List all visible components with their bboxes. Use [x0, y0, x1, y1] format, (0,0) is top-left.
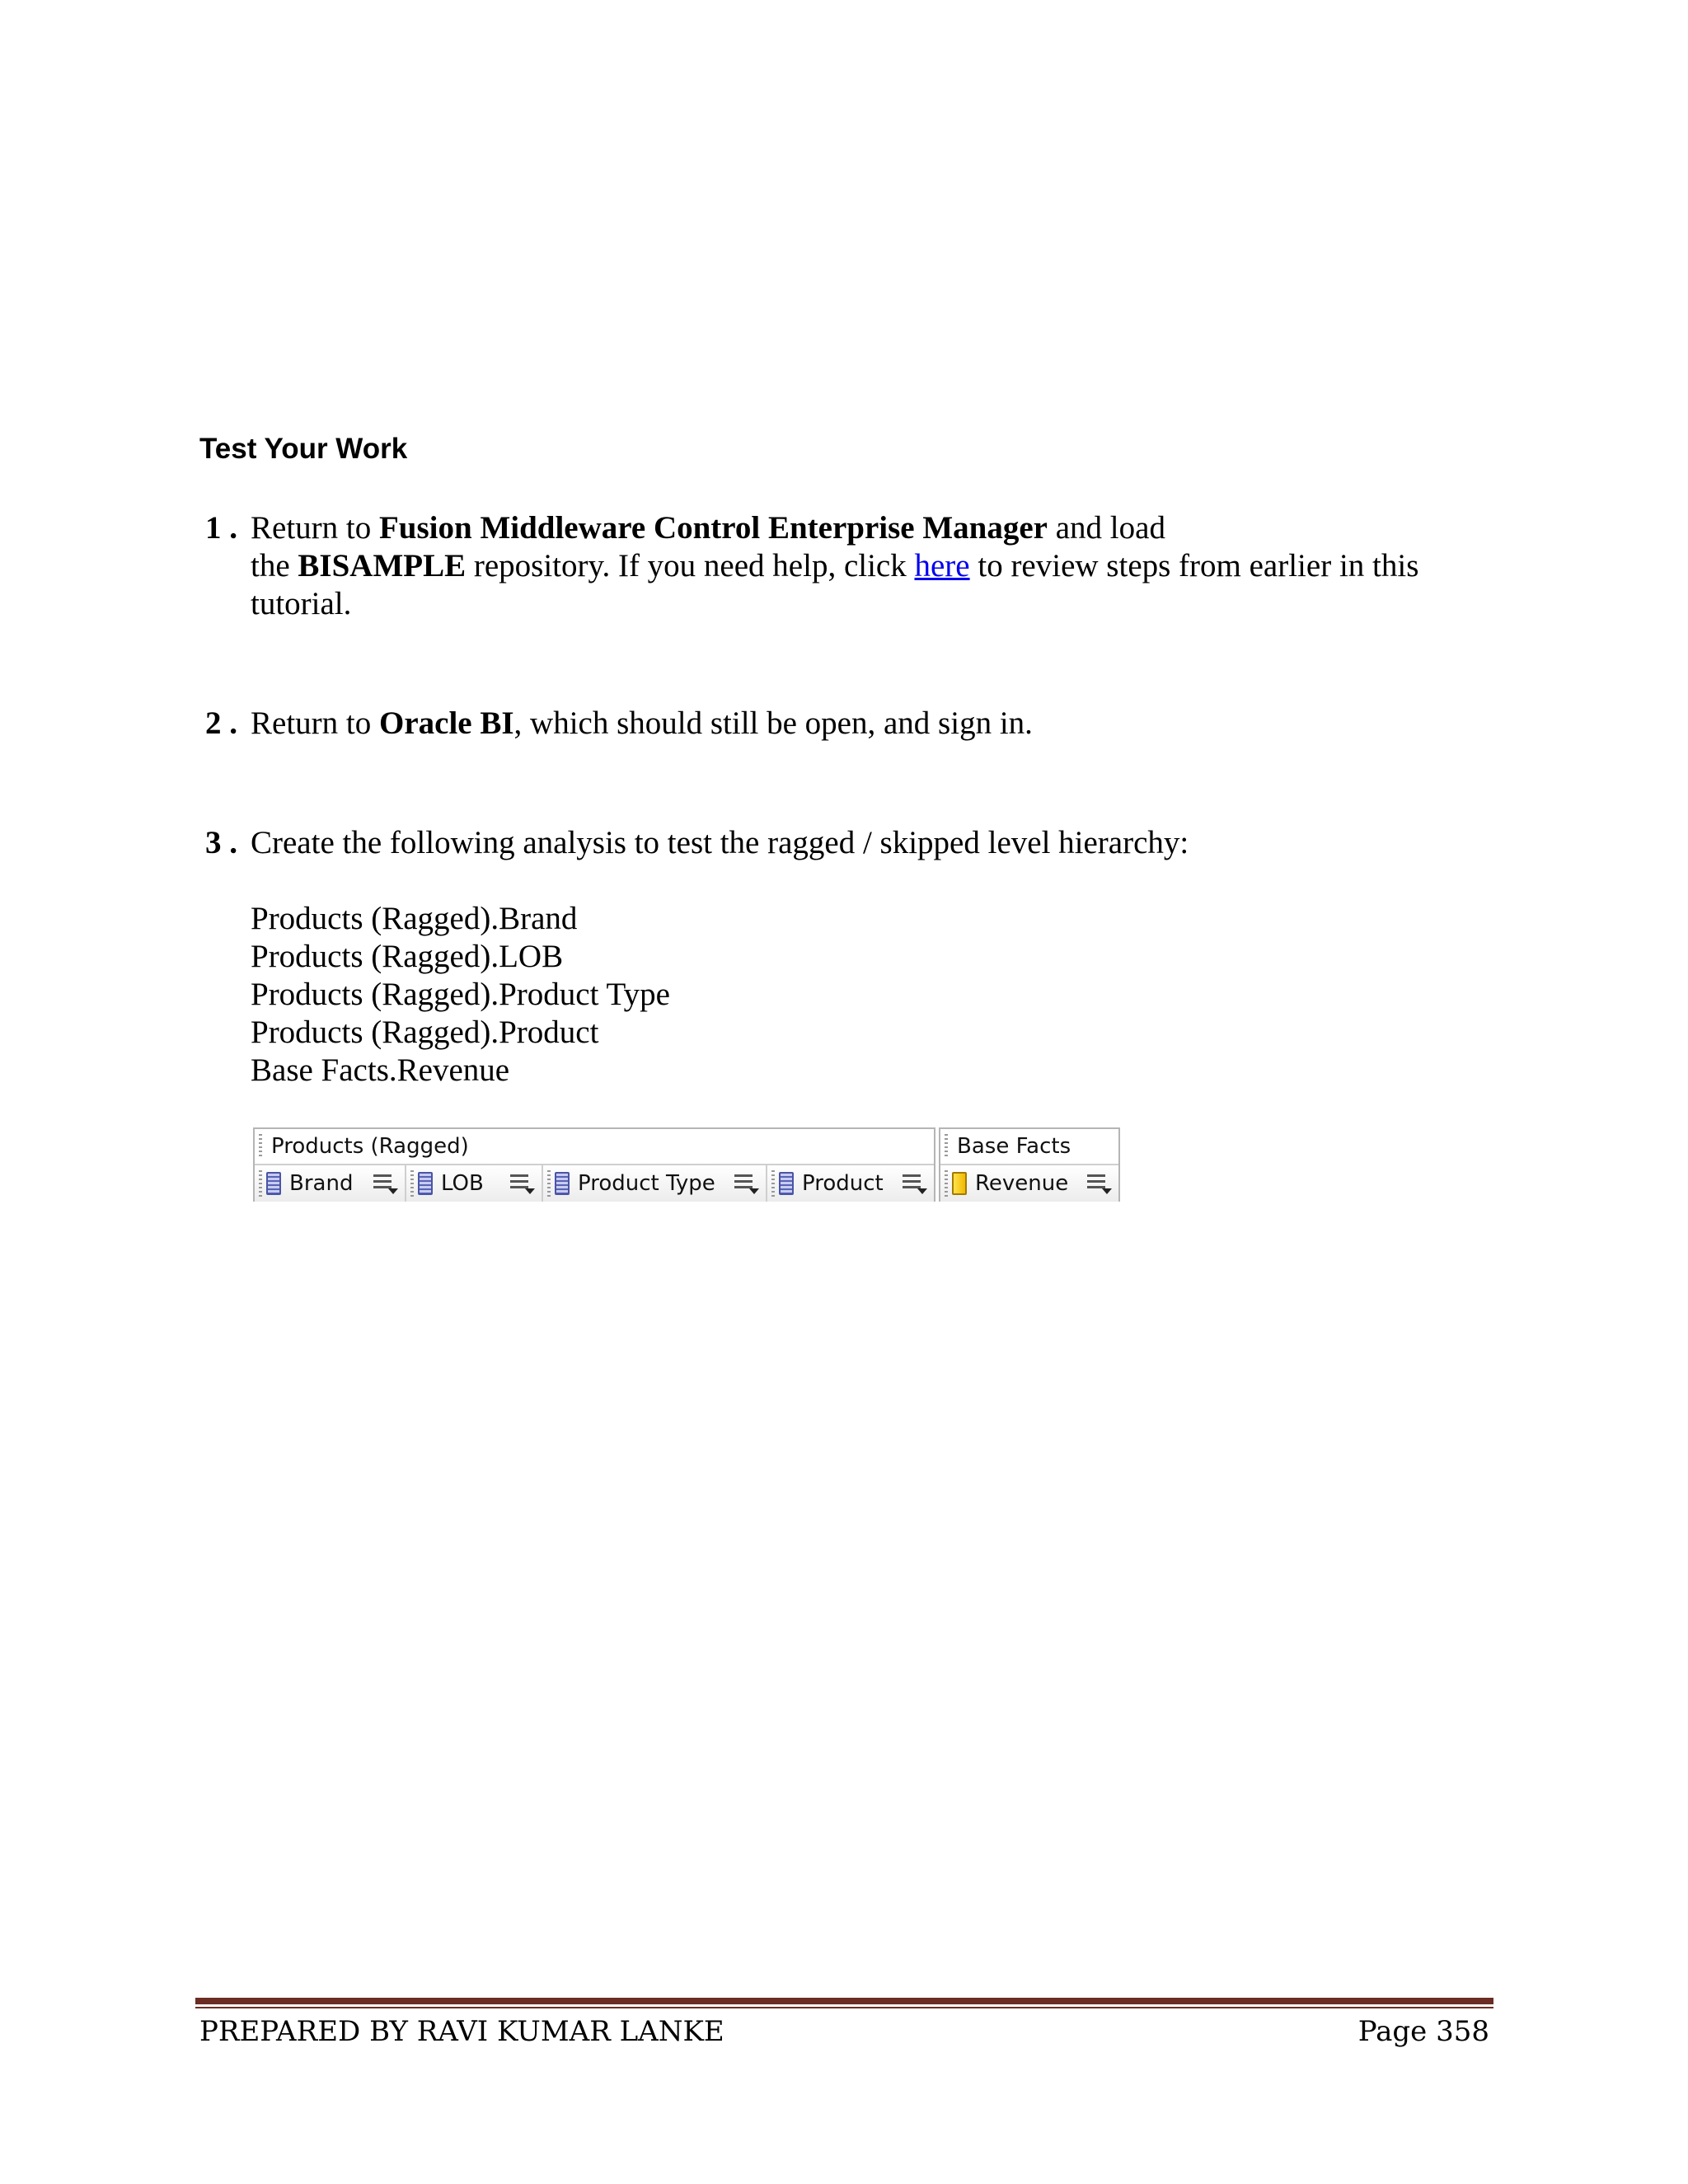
- footer-author: PREPARED BY RAVI KUMAR LANKE: [199, 2015, 724, 2048]
- step-1: [205, 509, 1491, 623]
- column-label: Revenue: [975, 1171, 1069, 1196]
- column-cell-revenue[interactable]: [940, 1165, 1118, 1202]
- page-number: Page 358: [1357, 2015, 1489, 2048]
- column-list-item: Products (Ragged).LOB: [251, 939, 564, 974]
- step-3: [205, 824, 1491, 1090]
- column-list-item: Base Facts.Revenue: [251, 1052, 510, 1088]
- attribute-column-icon: [555, 1172, 570, 1195]
- column-cell-lob[interactable]: [406, 1165, 543, 1202]
- column-list-item: Products (Ragged).Product: [251, 1015, 599, 1050]
- column-group-products-ragged: [253, 1127, 935, 1202]
- measure-column-icon: [952, 1172, 967, 1195]
- column-label: Product Type: [578, 1171, 715, 1196]
- column-options-icon[interactable]: [510, 1172, 535, 1195]
- group-header[interactable]: Base Facts: [940, 1129, 1118, 1165]
- column-options-icon[interactable]: [373, 1172, 398, 1195]
- column-group-base-facts: [939, 1127, 1120, 1202]
- column-label: Brand: [289, 1171, 354, 1196]
- step-number: 2 .: [205, 705, 237, 741]
- column-cell-brand[interactable]: [255, 1165, 406, 1202]
- step-number: 3 .: [205, 825, 237, 860]
- section-heading: Test Your Work: [199, 433, 408, 465]
- column-label: Product: [802, 1171, 884, 1196]
- step-number: 1 .: [205, 510, 237, 546]
- column-cell-product-type[interactable]: [543, 1165, 767, 1202]
- repository-name: BISAMPLE: [298, 548, 467, 583]
- column-list: [251, 900, 1491, 1090]
- column-options-icon[interactable]: [1087, 1172, 1112, 1195]
- footer-rule-thin: [195, 2007, 1493, 2008]
- column-options-icon[interactable]: [734, 1172, 759, 1195]
- step-text: Create the following analysis to test the ragged / skipped level hierarchy: Products (Ragged).Brand Products (Ragged).LOB Products (Ragged).Product Type Products (Ragged).Product Base Facts.Revenue: [251, 824, 1491, 1090]
- attribute-column-icon: [266, 1172, 281, 1195]
- product-name: Oracle BI: [378, 705, 514, 741]
- product-name: Fusion Middleware Control Enterprise Manager: [378, 510, 1048, 546]
- step-2: [205, 705, 1491, 743]
- step-text: Return to Fusion Middleware Control Enterprise Manager and load the BISAMPLE repository. If you need help, click here to review steps from earlier in this tutorial.: [251, 510, 1419, 621]
- column-options-icon[interactable]: [903, 1172, 927, 1195]
- column-label: LOB: [441, 1171, 484, 1196]
- attribute-column-icon: [779, 1172, 794, 1195]
- column-list-item: Products (Ragged).Brand: [251, 901, 578, 936]
- attribute-column-icon: [418, 1172, 433, 1195]
- footer-rule: [195, 1998, 1493, 2004]
- column-list-item: Products (Ragged).Product Type: [251, 977, 670, 1012]
- column-cell-product[interactable]: [767, 1165, 934, 1202]
- group-header[interactable]: Products (Ragged): [255, 1129, 934, 1165]
- step-text: Return to Oracle BI, which should still be open, and sign in.: [251, 705, 1033, 741]
- here-link[interactable]: here: [914, 548, 970, 583]
